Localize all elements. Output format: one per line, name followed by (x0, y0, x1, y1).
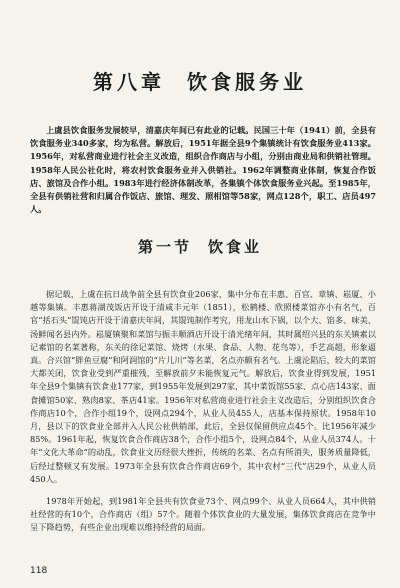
chapter-number: 第八章 (93, 70, 165, 94)
section-title (0, 236, 400, 257)
chapter-title (0, 66, 400, 95)
chapter-name: 饮食服务业 (187, 70, 307, 94)
section-number: 第一节 (137, 238, 192, 256)
body-paragraph-2: 1978年开始起，到1981年全县共有饮食业73个、网点99个、从业人员664人，其中供销社经营的有10个，合作商店（组）57个。随着个体饮食业的大量发展，集体饮食商店在竞争中呈下降趋势，有些企业出现难以维持经营的局面。 (30, 496, 376, 533)
section-name: 饮食业 (208, 238, 263, 256)
body-paragraph-1: 据记载，上虞在抗日战争前全县有饮食业206家，集中分布在丰惠、百官、章镇、崧厦、小越等集镇。丰惠蒋湖茂饭店开设于清咸丰元年（1851），松鹤楼、欣照楼菜馆亦小有名气，百官“括石头”馄饨店开设于清嘉庆年间，其馄饨制作考究，用龙山水下锅，以个大、馅多、味美、汤鲜闻名县内外。崧厦镇聚和菜馆与振丰顺酒店开设于清光绪年间，其时属绍兴县的东关镇素以记素馆的名菜著称，东关的徐记菜馆、烧烤（水果、食品、人物、花鸟等），手艺高超，形象逼真。合兴馆“胖鱼豆腐”和阿润馆的“片儿川”等名菜，名点亦颇有名气。上虞沦陷后，较大的菜馆大都关闭，饮食业受到严重摧残，至解放前夕未能恢复元气。解放后，饮食业得到发展，1951年全县9个集镇有饮食业177家，到1955年发展到297家，其中菜饭馆55家、点心店143家、面食摊馆50家、熟肉8家、茶店41家。1956年对私营商业进行社会主义改造后，分别组织饮食合作商店10个，合作小组19个，设网点294个，从业人员455人，店基本保持原状。1958年10月，县以下的饮食业全部并入人民公社供销部，此后，全县仅保留供应点45个。比1956年减少85%。1961年起，恢复饮食合作商店38个，合作小组5个，设网点84个，从业人员374人。十年“文化大革命”的动乱，饮食业文历经很大挫折，传统的名菜、名点有所消失，服务质量降低，后经过整顿又有发展。1973年全县有饮食合作商店69个，其中农村“三代”店29个，从业人员450人。 (30, 289, 376, 484)
intro-paragraph: 上虞县饮食服务发展较早，清嘉庆年间已有此业的记载。民国三十年（1941）前，全县有饮食服务业340多家，均为私营。解放后，1951年据全县9个集镇统计有饮食服务业413家。1956年，对私营商业进行社会主义改造，组织合作商店与小组，分别由商业局和供销社管理。1958年人民公社化时，将农村饮食服务业并入供销社。1962年调整商业体制，恢复合作饭店、旅馆及合作小组。1983年进行经济体制改革，各集镇个体饮食服务业兴起。至1985年，全县有供销社营和归属合作饭店、旅馆、理发、照相馆等58家，网点128个，职工、店员497人。 (30, 125, 376, 215)
page-number: 118 (30, 566, 48, 576)
